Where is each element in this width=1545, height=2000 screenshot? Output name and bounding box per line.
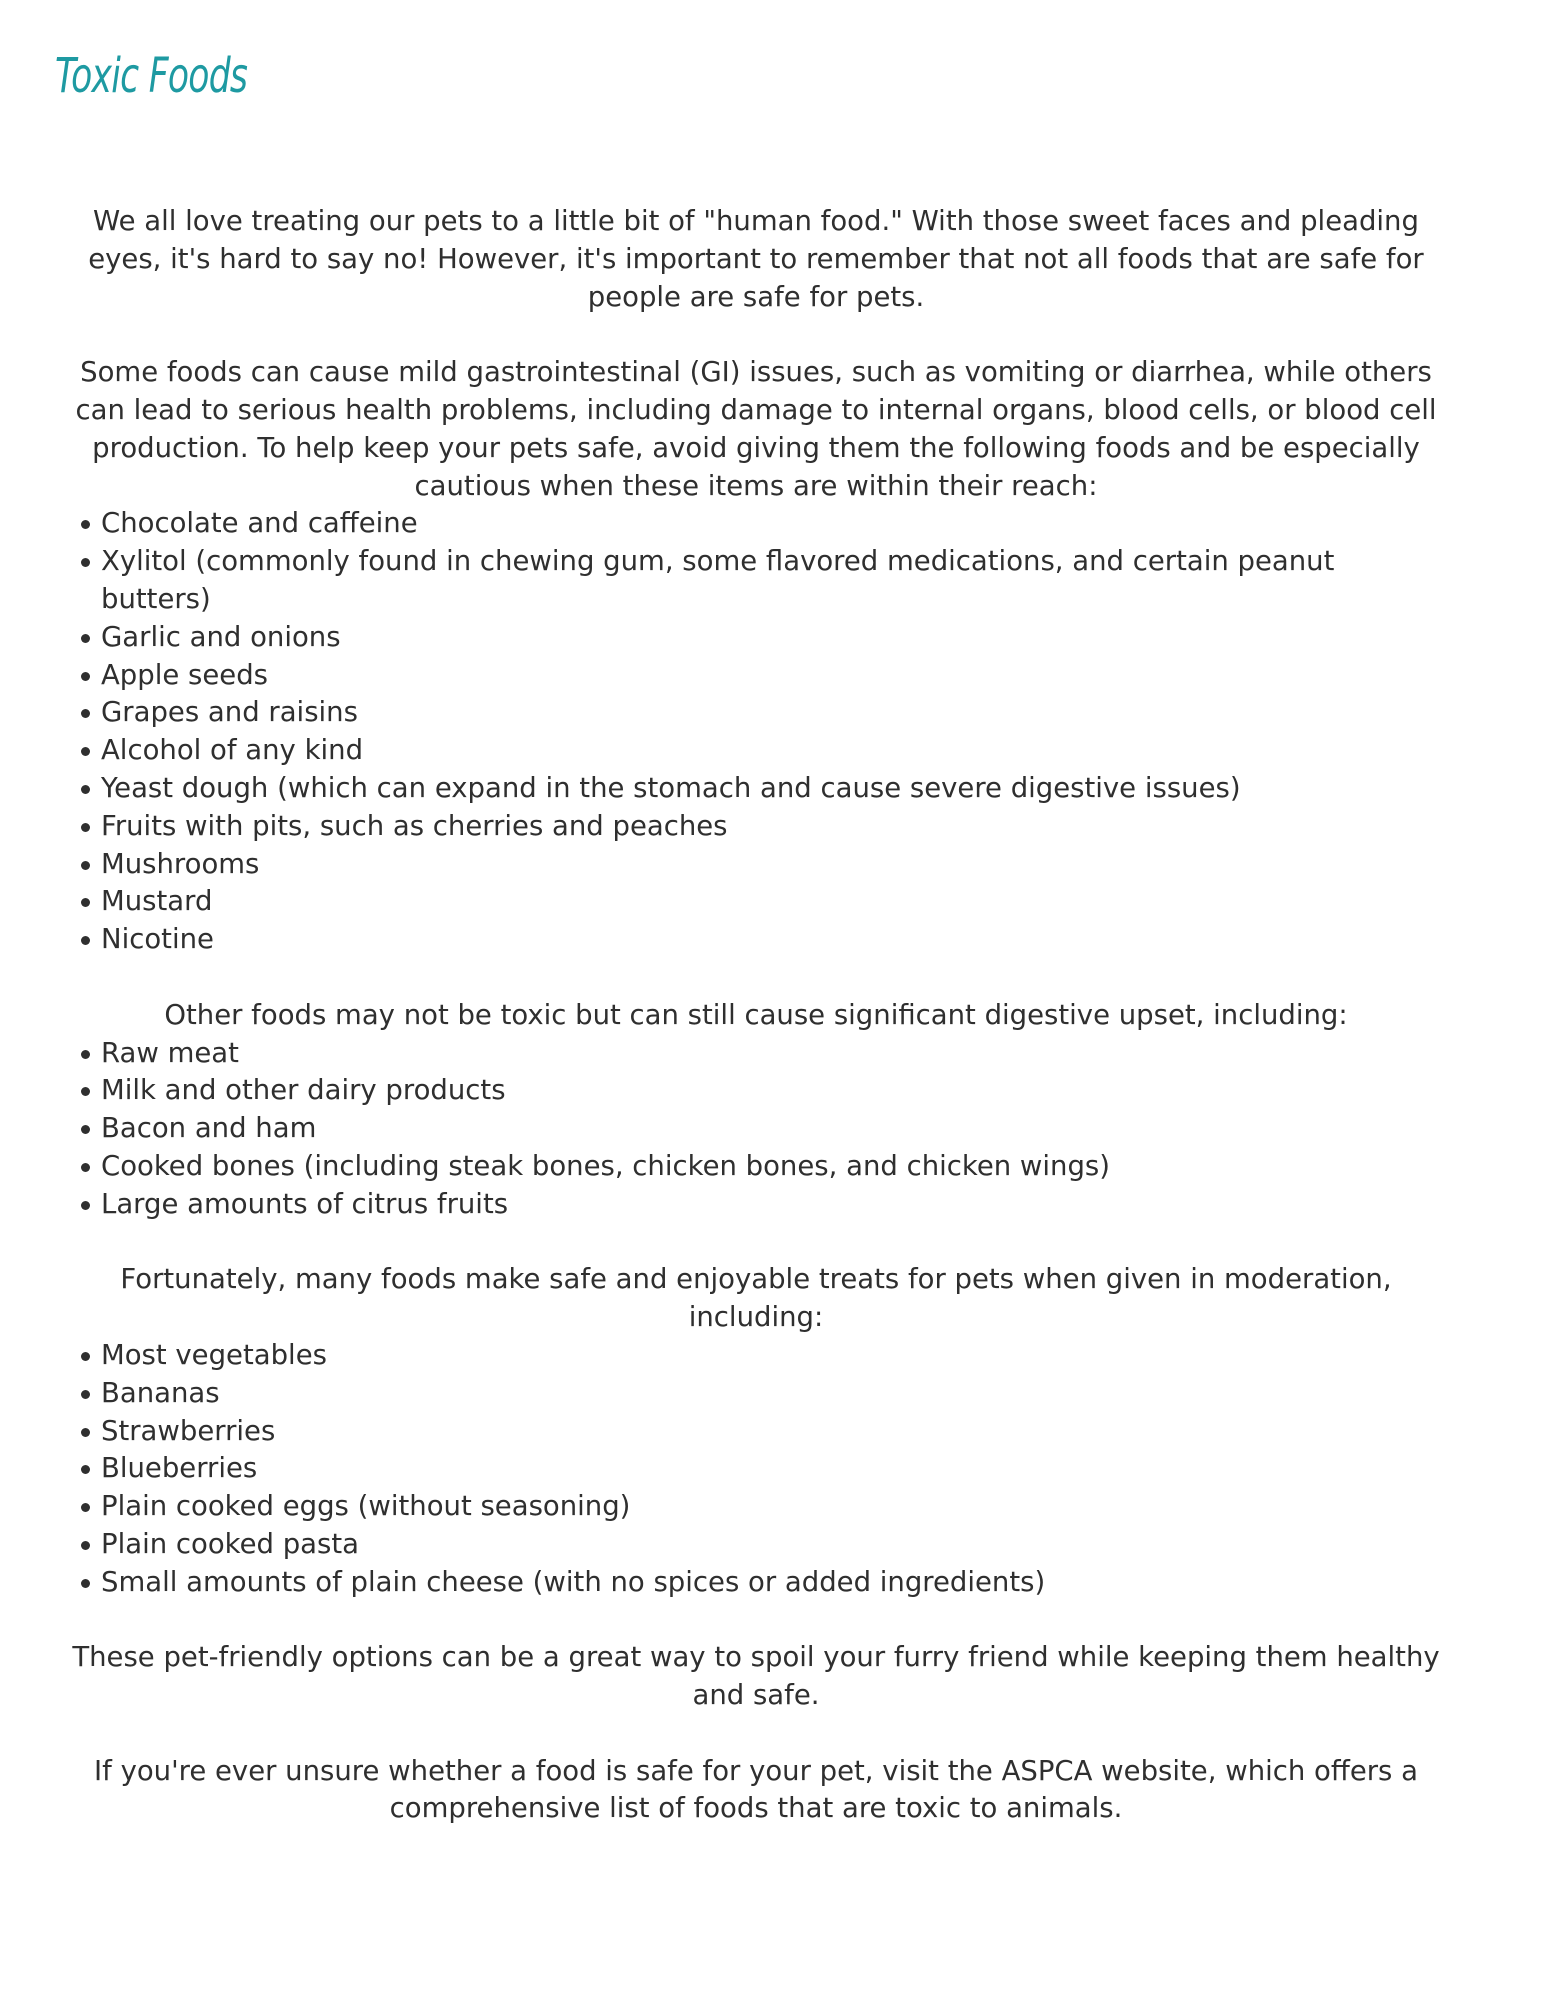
digestive-upset-intro: Other foods may not be toxic but can still cause significant digestive upset, including: — [164, 998, 1348, 1031]
paragraph-spacer — [68, 1715, 1444, 1753]
list-item: Plain cooked pasta — [101, 1526, 1444, 1564]
list-item: Small amounts of plain cheese (with no spices or added ingredients) — [101, 1564, 1444, 1602]
list-item: Nicotine — [101, 921, 1444, 959]
paragraph-spacer — [68, 316, 1444, 354]
paragraph-spacer — [68, 959, 1444, 997]
list-item: Garlic and onions — [101, 619, 1444, 657]
list-item: Apple seeds — [101, 657, 1444, 695]
list-item: Grapes and raisins — [101, 694, 1444, 732]
list-item: Bananas — [101, 1375, 1444, 1413]
paragraph-spacer — [68, 1601, 1444, 1639]
list-item: Cooked bones (including steak bones, chicken bones, and chicken wings) — [101, 1148, 1444, 1186]
list-item: Large amounts of citrus fruits — [101, 1186, 1444, 1224]
list-item: Yeast dough (which can expand in the stomach and cause severe digestive issues) — [101, 770, 1444, 808]
list-item: Mushrooms — [101, 846, 1444, 884]
safe-foods-list — [68, 1337, 1444, 1602]
list-item: Bacon and ham — [101, 1110, 1444, 1148]
toxic-foods-list — [68, 505, 1444, 959]
list-item: Strawberries — [101, 1413, 1444, 1451]
page-title: Toxic Foods — [55, 48, 248, 104]
list-item: Plain cooked eggs (without seasoning) — [101, 1488, 1444, 1526]
list-item: Mustard — [101, 883, 1444, 921]
paragraph-spacer — [68, 1224, 1444, 1262]
toxic-foods-intro: Some foods can cause mild gastrointestinal (GI) issues, such as vomiting or diarrhea, while others can lead to serious health problems, including damage to internal organs, blood cells, or blood cell production. To help keep your pets safe, avoid giving them the following foods and be especially cautious when these items are within their reach: — [75, 356, 1437, 502]
aspca-paragraph: If you're ever unsure whether a food is safe for your pet, visit the ASPCA website, which offers a comprehensive list of foods that are toxic to animals. — [94, 1754, 1418, 1825]
article-body — [68, 203, 1444, 1828]
pet-friendly-paragraph: These pet-friendly options can be a great way to spoil your furry friend while keeping them healthy and safe. — [72, 1641, 1440, 1712]
list-item: Most vegetables — [101, 1337, 1444, 1375]
list-item: Chocolate and caffeine — [101, 505, 1444, 543]
list-item: Fruits with pits, such as cherries and peaches — [101, 808, 1444, 846]
list-item: Milk and other dairy products — [101, 1072, 1444, 1110]
intro-paragraph: We all love treating our pets to a little bit of "human food." With those sweet faces and pleading eyes, it's hard to say no! However, it's important to remember that not all foods that are safe for people are safe for pets. — [88, 205, 1424, 313]
list-item: Raw meat — [101, 1035, 1444, 1073]
list-item: Blueberries — [101, 1450, 1444, 1488]
digestive-upset-list — [68, 1035, 1444, 1224]
safe-foods-intro: Fortunately, many foods make safe and enjoyable treats for pets when given in moderation, including: — [120, 1263, 1392, 1334]
list-item: Xylitol (commonly found in chewing gum, some flavored medications, and certain peanut butters) — [101, 543, 1444, 619]
list-item: Alcohol of any kind — [101, 732, 1444, 770]
